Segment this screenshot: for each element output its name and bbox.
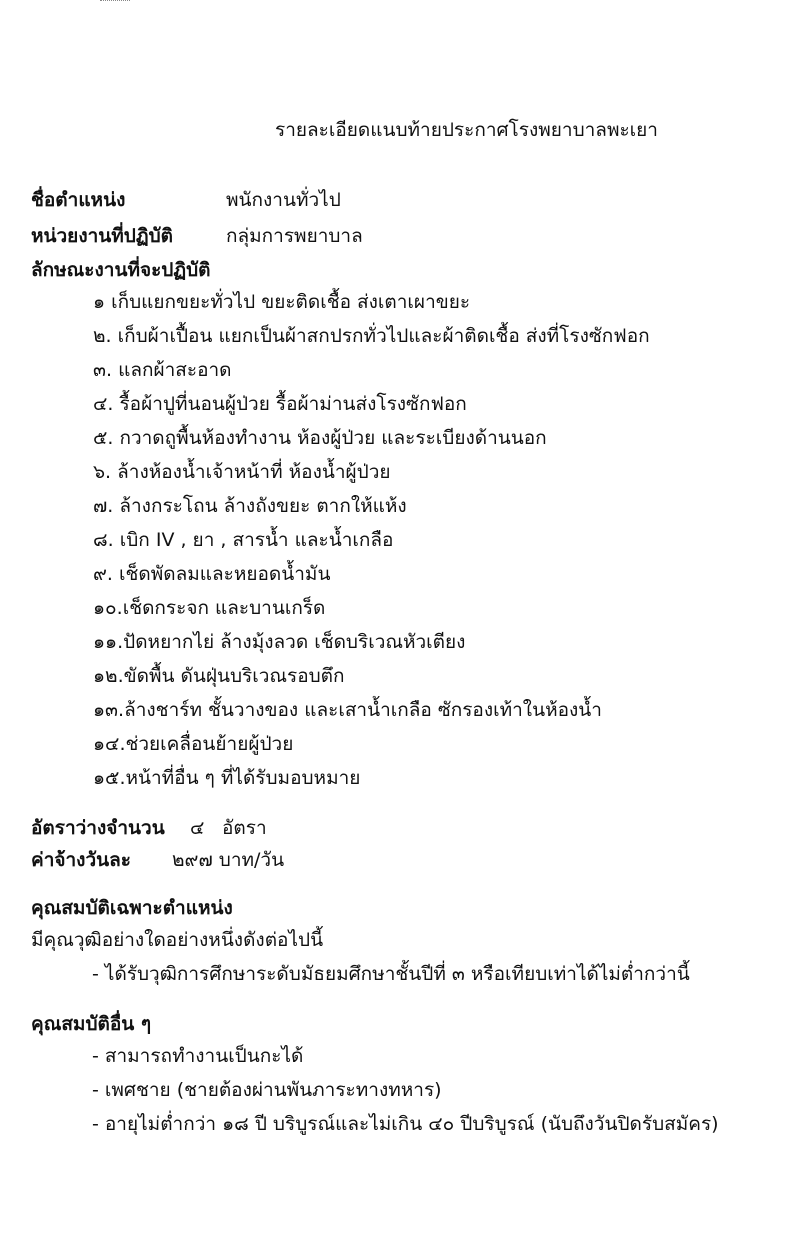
duty-item: ๓. แลกผ้าสะอาด (93, 359, 232, 381)
other-item: - สามารถทำงานเป็นกะได้ (92, 1045, 304, 1067)
duty-item: ๑๓.ล้างชาร์ท ชั้นวางของ และเสาน้ำเกลือ ซักรองเท้าในห้องน้ำ (93, 699, 602, 721)
vacancy-label: อัตราว่างจำนวน (31, 817, 165, 839)
document-title: รายละเอียดแนบท้ายประกาศโรงพยาบาลพะเยา (275, 119, 658, 141)
duty-item: ๗. ล้างกระโถน ล้างถังขยะ ตากให้แห้ง (93, 495, 407, 517)
other-item: - อายุไม่ต่ำกว่า ๑๘ ปี บริบูรณ์และไม่เกิน ๔๐ ปีบริบูรณ์ (นับถึงวันปิดรับสมัคร) (92, 1113, 719, 1135)
vacancy-count: ๔ (190, 817, 205, 839)
unit-value: กลุ่มการพยาบาล (226, 225, 363, 247)
duty-item: ๑๔.ช่วยเคลื่อนย้ายผู้ป่วย (93, 733, 294, 755)
qualification-item: - ได้รับวุฒิการศึกษาระดับมัธยมศึกษาชั้นปีที่ ๓ หรือเทียบเท่าได้ไม่ต่ำกว่านี้ (92, 963, 690, 985)
wage-label: ค่าจ้างวันละ (31, 849, 131, 871)
duty-item: ๖. ล้างห้องน้ำเจ้าหน้าที่ ห้องน้ำผู้ป่วย (93, 461, 391, 483)
wage-value: ๒๙๗ บาท/วัน (172, 849, 285, 871)
duties-heading: ลักษณะงานที่จะปฏิบัติ (31, 259, 211, 281)
other-item: - เพศชาย (ชายต้องผ่านพันภาระทางทหาร) (92, 1079, 442, 1101)
duty-item: ๘. เบิก IV , ยา , สารน้ำ และน้ำเกลือ (93, 529, 394, 551)
qualifications-heading: คุณสมบัติเฉพาะตำแหน่ง (31, 897, 233, 919)
duty-item: ๒. เก็บผ้าเปื้อน แยกเป็นผ้าสกปรกทั่วไปและผ้าติดเชื้อ ส่งที่โรงซักฟอก (93, 325, 650, 347)
duty-item: ๕. กวาดถูพื้นห้องทำงาน ห้องผู้ป่วย และระเบียงด้านนอก (93, 427, 547, 449)
other-heading: คุณสมบัติอื่น ๆ (31, 1013, 152, 1035)
duty-item: ๑๕.หน้าที่อื่น ๆ ที่ได้รับมอบหมาย (93, 767, 361, 789)
duty-item: ๑ เก็บแยกขยะทั่วไป ขยะติดเชื้อ ส่งเตาเผาขยะ (93, 291, 471, 313)
duty-item: ๑๑.ปัดหยากไย่ ล้างมุ้งลวด เช็ดบริเวณหัวเตียง (93, 631, 466, 653)
position-value: พนักงานทั่วไป (226, 189, 341, 211)
scan-artifact (100, 0, 130, 5)
vacancy-unit: อัตรา (222, 817, 267, 839)
duty-item: ๑๐.เช็ดกระจก และบานเกร็ด (93, 597, 326, 619)
duty-item: ๑๒.ขัดพื้น ดันฝุ่นบริเวณรอบตึก (93, 665, 345, 687)
unit-label: หน่วยงานที่ปฏิบัติ (31, 225, 173, 247)
qualifications-subheading: มีคุณวุฒิอย่างใดอย่างหนึ่งดังต่อไปนี้ (31, 929, 324, 951)
position-label: ชื่อตำแหน่ง (31, 189, 126, 211)
duty-item: ๔. รื้อผ้าปูที่นอนผู้ป่วย รื้อผ้าม่านส่งโรงซักฟอก (93, 393, 467, 415)
duty-item: ๙. เช็ดพัดลมและหยอดน้ำมัน (93, 563, 331, 585)
